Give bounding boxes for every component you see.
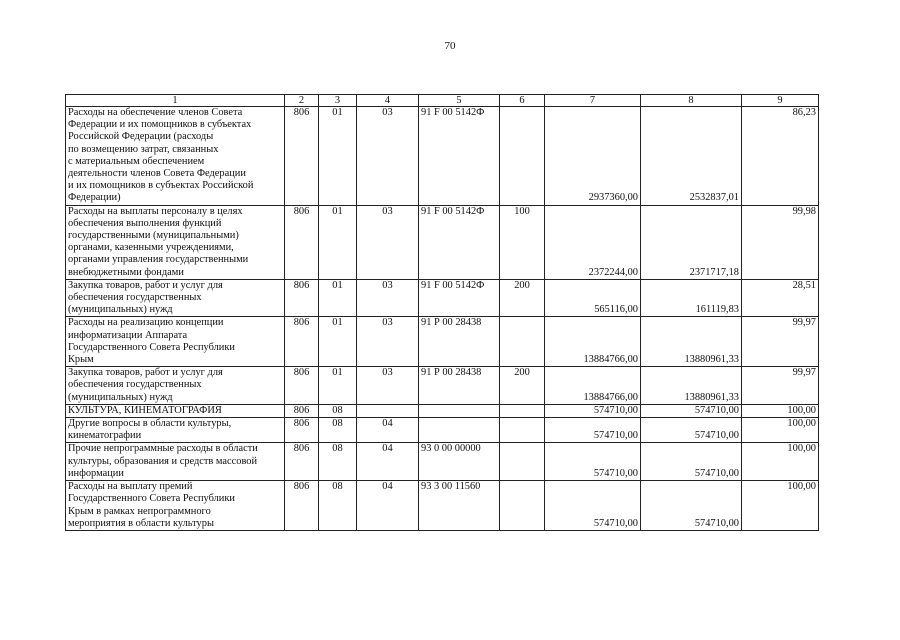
description-line: Прочие непрограммные расходы в области bbox=[68, 443, 258, 455]
cell-col7: 574710,00 bbox=[545, 404, 641, 417]
description-line: с материальным обеспечением bbox=[68, 155, 205, 167]
cell-col2: 806 bbox=[285, 107, 319, 206]
cell-col5: 91 Р 00 28438 bbox=[419, 317, 500, 367]
header-cell: 8 bbox=[641, 95, 742, 107]
cell-col2: 806 bbox=[285, 443, 319, 481]
budget-table bbox=[65, 94, 819, 531]
description-line: Федерации и их помощников в субъектах bbox=[68, 119, 252, 131]
cell-col2: 806 bbox=[285, 481, 319, 531]
cell-col9: 99,97 bbox=[742, 317, 819, 367]
description-line: Расходы на реализацию концепции bbox=[68, 317, 224, 329]
cell-col8: 574710,00 bbox=[641, 443, 742, 481]
cell-col2: 806 bbox=[285, 279, 319, 317]
cell-col4: 04 bbox=[357, 443, 419, 481]
cell-col8: 13880961,33 bbox=[641, 317, 742, 367]
cell-col3: 08 bbox=[319, 404, 357, 417]
cell-col2: 806 bbox=[285, 317, 319, 367]
cell-col6 bbox=[500, 418, 545, 443]
cell-col5 bbox=[419, 404, 500, 417]
description-line: Государственного Совета Республики bbox=[68, 341, 235, 353]
cell-col2: 806 bbox=[285, 367, 319, 405]
cell-col7: 2937360,00 bbox=[545, 107, 641, 206]
description-line: обеспечения выполнения функций bbox=[68, 217, 222, 229]
cell-col6 bbox=[500, 107, 545, 206]
header-cell: 9 bbox=[742, 95, 819, 107]
description-line: и их помощников в субъектах Российской bbox=[68, 180, 254, 192]
row-description bbox=[66, 443, 285, 481]
table-row bbox=[66, 443, 819, 481]
cell-col8: 574710,00 bbox=[641, 418, 742, 443]
description-line: культуры, образования и средств массовой bbox=[68, 455, 258, 467]
cell-col5: 91 F 00 5142Ф bbox=[419, 107, 500, 206]
description-line: Закупка товаров, работ и услуг для bbox=[68, 367, 223, 379]
cell-col3: 01 bbox=[319, 279, 357, 317]
cell-col3: 01 bbox=[319, 107, 357, 206]
description-line: информации bbox=[68, 467, 124, 479]
description-line: деятельности членов Совета Федерации bbox=[68, 168, 246, 180]
cell-col8: 13880961,33 bbox=[641, 367, 742, 405]
cell-col6: 100 bbox=[500, 205, 545, 279]
cell-col4: 03 bbox=[357, 279, 419, 317]
description-line: внебюджетными фондами bbox=[68, 266, 184, 278]
description-line: Российской Федерации (расходы bbox=[68, 131, 214, 143]
cell-col7: 2372244,00 bbox=[545, 205, 641, 279]
cell-col8: 574710,00 bbox=[641, 404, 742, 417]
row-description bbox=[66, 317, 285, 367]
cell-col2: 806 bbox=[285, 418, 319, 443]
row-description bbox=[66, 481, 285, 531]
cell-col8: 574710,00 bbox=[641, 481, 742, 531]
row-description bbox=[66, 404, 285, 417]
cell-col2: 806 bbox=[285, 404, 319, 417]
cell-col3: 01 bbox=[319, 205, 357, 279]
cell-col5: 93 3 00 11560 bbox=[419, 481, 500, 531]
cell-col4: 03 bbox=[357, 205, 419, 279]
page-number: 70 bbox=[444, 40, 456, 52]
cell-col6 bbox=[500, 481, 545, 531]
row-description bbox=[66, 418, 285, 443]
cell-col6: 200 bbox=[500, 279, 545, 317]
description-line: по возмещению затрат, связанных bbox=[68, 143, 219, 155]
description-line: кинематографии bbox=[68, 430, 142, 442]
table-row bbox=[66, 404, 819, 417]
description-line: (муниципальных) нужд bbox=[68, 391, 173, 403]
header-cell: 6 bbox=[500, 95, 545, 107]
cell-col7: 13884766,00 bbox=[545, 317, 641, 367]
cell-col9: 100,00 bbox=[742, 443, 819, 481]
cell-col3: 08 bbox=[319, 481, 357, 531]
header-cell: 7 bbox=[545, 95, 641, 107]
header-cell: 5 bbox=[419, 95, 500, 107]
description-line: Расходы на обеспечение членов Совета bbox=[68, 107, 243, 118]
cell-col8: 2371717,18 bbox=[641, 205, 742, 279]
cell-col9: 100,00 bbox=[742, 481, 819, 531]
cell-col3: 08 bbox=[319, 418, 357, 443]
description-line: Закупка товаров, работ и услуг для bbox=[68, 279, 223, 291]
cell-col7: 574710,00 bbox=[545, 481, 641, 531]
cell-col5: 91 F 00 5142Ф bbox=[419, 205, 500, 279]
cell-col6 bbox=[500, 317, 545, 367]
header-row bbox=[66, 95, 819, 107]
table-row bbox=[66, 418, 819, 443]
cell-col9: 99,98 bbox=[742, 205, 819, 279]
header-cell: 4 bbox=[357, 95, 419, 107]
description-line: Государственного Совета Республики bbox=[68, 493, 235, 505]
cell-col7: 574710,00 bbox=[545, 443, 641, 481]
table-row bbox=[66, 205, 819, 279]
cell-col8: 161119,83 bbox=[641, 279, 742, 317]
cell-col7: 574710,00 bbox=[545, 418, 641, 443]
description-line: органами управления государственными bbox=[68, 254, 249, 266]
description-line: Другие вопросы в области культуры, bbox=[68, 418, 232, 430]
description-line: Расходы на выплаты персоналу в целях bbox=[68, 205, 243, 217]
cell-col4: 03 bbox=[357, 317, 419, 367]
cell-col9: 99,97 bbox=[742, 367, 819, 405]
description-line: Крым в рамках непрограммного bbox=[68, 505, 211, 517]
table-row bbox=[66, 481, 819, 531]
table-row bbox=[66, 317, 819, 367]
cell-col6: 200 bbox=[500, 367, 545, 405]
cell-col7: 565116,00 bbox=[545, 279, 641, 317]
cell-col9: 28,51 bbox=[742, 279, 819, 317]
header-cell: 1 bbox=[66, 95, 285, 107]
row-description bbox=[66, 367, 285, 405]
cell-col5 bbox=[419, 418, 500, 443]
table-row bbox=[66, 367, 819, 405]
cell-col5: 91 Р 00 28438 bbox=[419, 367, 500, 405]
description-line: КУЛЬТУРА, КИНЕМАТОГРАФИЯ bbox=[68, 404, 222, 416]
cell-col4 bbox=[357, 404, 419, 417]
cell-col4: 04 bbox=[357, 481, 419, 531]
row-description bbox=[66, 205, 285, 279]
header-cell: 2 bbox=[285, 95, 319, 107]
cell-col3: 01 bbox=[319, 317, 357, 367]
table-row bbox=[66, 279, 819, 317]
row-description bbox=[66, 279, 285, 317]
description-line: мероприятия в области культуры bbox=[68, 517, 214, 529]
cell-col4: 03 bbox=[357, 367, 419, 405]
cell-col3: 08 bbox=[319, 443, 357, 481]
cell-col9: 100,00 bbox=[742, 404, 819, 417]
description-line: Федерации) bbox=[68, 192, 121, 204]
description-line: органами, казенными учреждениями, bbox=[68, 242, 234, 254]
row-description bbox=[66, 107, 285, 206]
cell-col4: 04 bbox=[357, 418, 419, 443]
cell-col4: 03 bbox=[357, 107, 419, 206]
cell-col2: 806 bbox=[285, 205, 319, 279]
cell-col6 bbox=[500, 404, 545, 417]
description-line: Расходы на выплату премий bbox=[68, 481, 193, 493]
description-line: обеспечения государственных bbox=[68, 379, 202, 391]
cell-col5: 91 F 00 5142Ф bbox=[419, 279, 500, 317]
cell-col5: 93 0 00 00000 bbox=[419, 443, 500, 481]
description-line: обеспечения государственных bbox=[68, 292, 202, 304]
table-row bbox=[66, 107, 819, 206]
cell-col3: 01 bbox=[319, 367, 357, 405]
cell-col6 bbox=[500, 443, 545, 481]
description-line: информатизации Аппарата bbox=[68, 329, 188, 341]
cell-col9: 86,23 bbox=[742, 107, 819, 206]
cell-col7: 13884766,00 bbox=[545, 367, 641, 405]
cell-col9: 100,00 bbox=[742, 418, 819, 443]
cell-col8: 2532837,01 bbox=[641, 107, 742, 206]
description-line: государственными (муниципальными) bbox=[68, 230, 239, 242]
description-line: Крым bbox=[68, 354, 94, 366]
header-cell: 3 bbox=[319, 95, 357, 107]
description-line: (муниципальных) нужд bbox=[68, 304, 173, 316]
